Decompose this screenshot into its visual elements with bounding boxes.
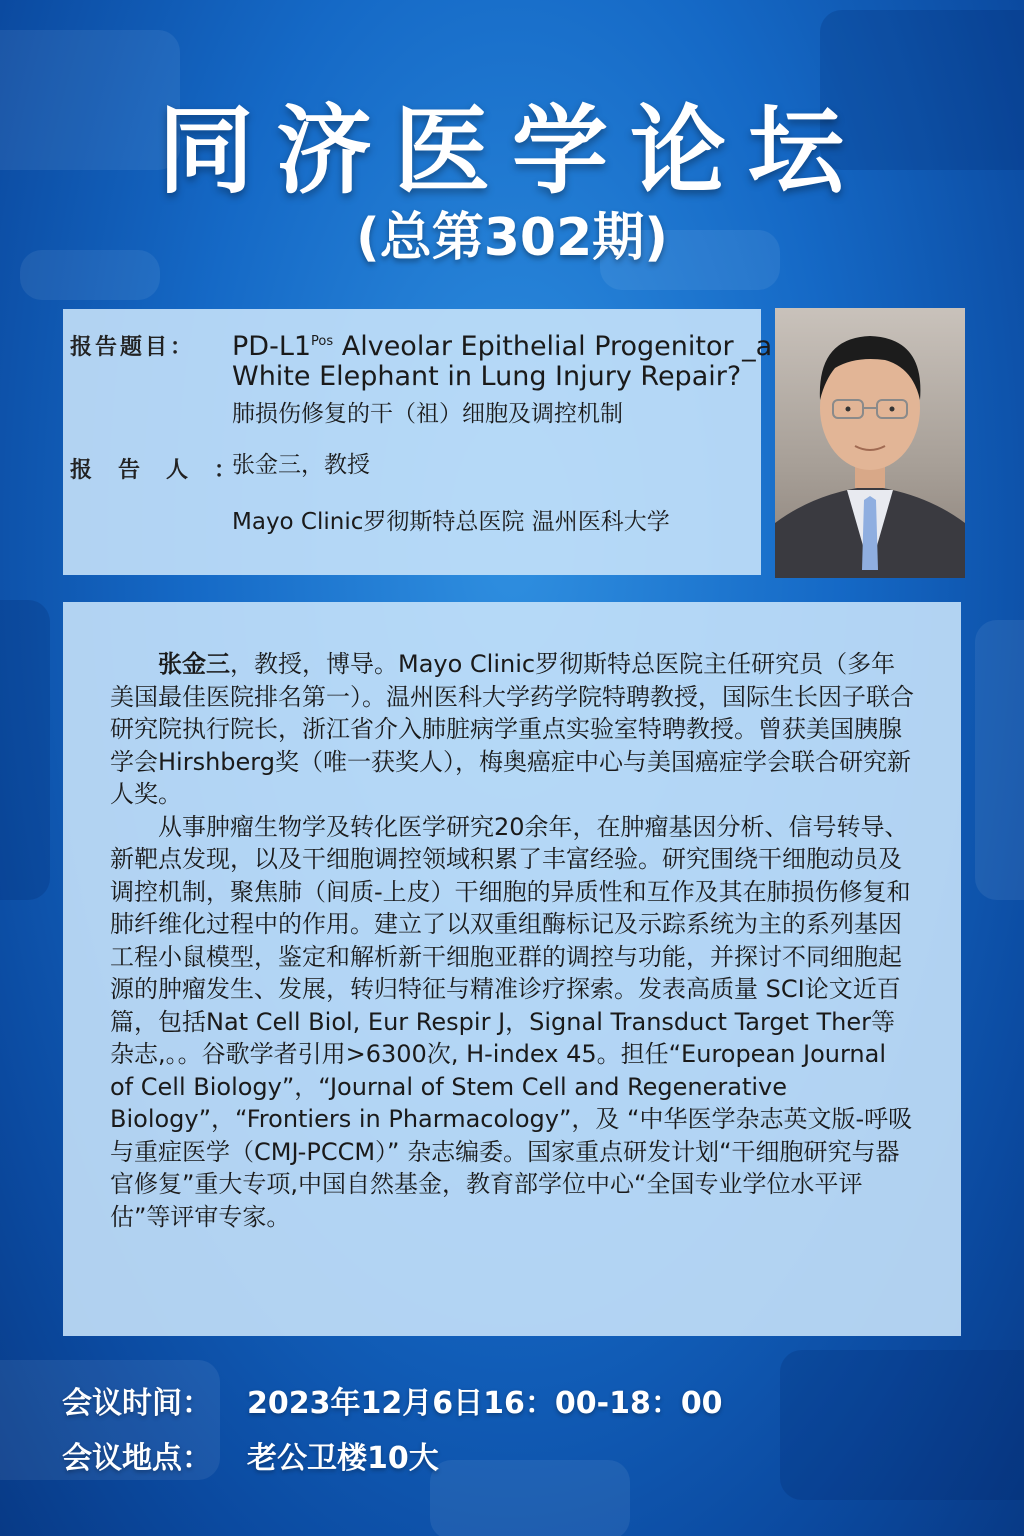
topic-chinese: 肺损伤修复的干（祖）细胞及调控机制	[232, 401, 623, 427]
topic-label: 报告题目：	[70, 335, 196, 360]
topic-line1: $PD-L1^{Pos}$ Alveolar Epithelial Progenitor _a	[232, 331, 773, 362]
meeting-time: 2023年12月6日16：00-18：00	[247, 1386, 723, 1421]
speaker-photo	[775, 308, 965, 578]
bio-name: 张金三	[158, 650, 230, 678]
meeting-place-label: 会议地点：	[62, 1441, 212, 1476]
topic-line2: White Elephant in Lung Injury Repair?	[232, 361, 742, 392]
speaker-name: 张金三，教授	[232, 452, 370, 478]
issue-number: (总第302期)	[355, 208, 669, 268]
meeting-time-label: 会议时间：	[62, 1386, 212, 1421]
bio-paragraph-2: 从事肿瘤生物学及转化医学研究20余年，在肿瘤基因分析、信号转导、新靶点发现，以及干细胞调控领域积累了丰富经验。研究围绕干细胞动员及调控机制，聚焦肺（间质-上皮）干细胞的异质性和互作及其在肺损伤修复和肺纤维化过程中的作用。建立了以双重组酶标记及示踪系统为主的系列基因工程小鼠模型，鉴定和解析新干细胞亚群的调控与功能，并探讨不同细胞起源的肿瘤发生、发展，转归特征与精准诊疗探索。发表高质量 SCI论文近百篇，包括Nat Cell Biol, Eur Respir J，Signal Transduct Target Ther等杂志,。。谷歌学者引用>6300次, H-index 45。担任“European Journal of Cell Biology”，“Journal of Stem Cell and Regenerative Biology”，“Frontiers in Pharmacology”，及 “中华医学杂志英文版-呼吸与重症医学（CMJ-PCCM）” 杂志编委。国家重点研发计划“干细胞研究与器官修复”重大专项,中国自然基金，教育部学位中心“全国专业学位水平评估”等评审专家。	[110, 812, 913, 1231]
forum-title: 同济医学论坛	[158, 95, 866, 207]
speaker-label: 报告人：	[70, 458, 263, 483]
speaker-bio	[110, 648, 915, 1233]
meeting-place: 老公卫楼10大	[247, 1441, 439, 1476]
bio-paragraph-1: 张金三，教授，博导。Mayo Clinic罗彻斯特总医院主任研究员（多年美国最佳医院排名第一）。温州医科大学药学院特聘教授，国际生长因子联合研究院执行院长，浙江省介入肺脏病学重点实验室特聘教授。曾获美国胰腺学会Hirshberg奖（唯一获奖人），梅奥癌症中心与美国癌症学会联合研究新人奖。	[110, 650, 914, 808]
speaker-affiliation: Mayo Clinic罗彻斯特总医院 温州医科大学	[232, 509, 670, 535]
